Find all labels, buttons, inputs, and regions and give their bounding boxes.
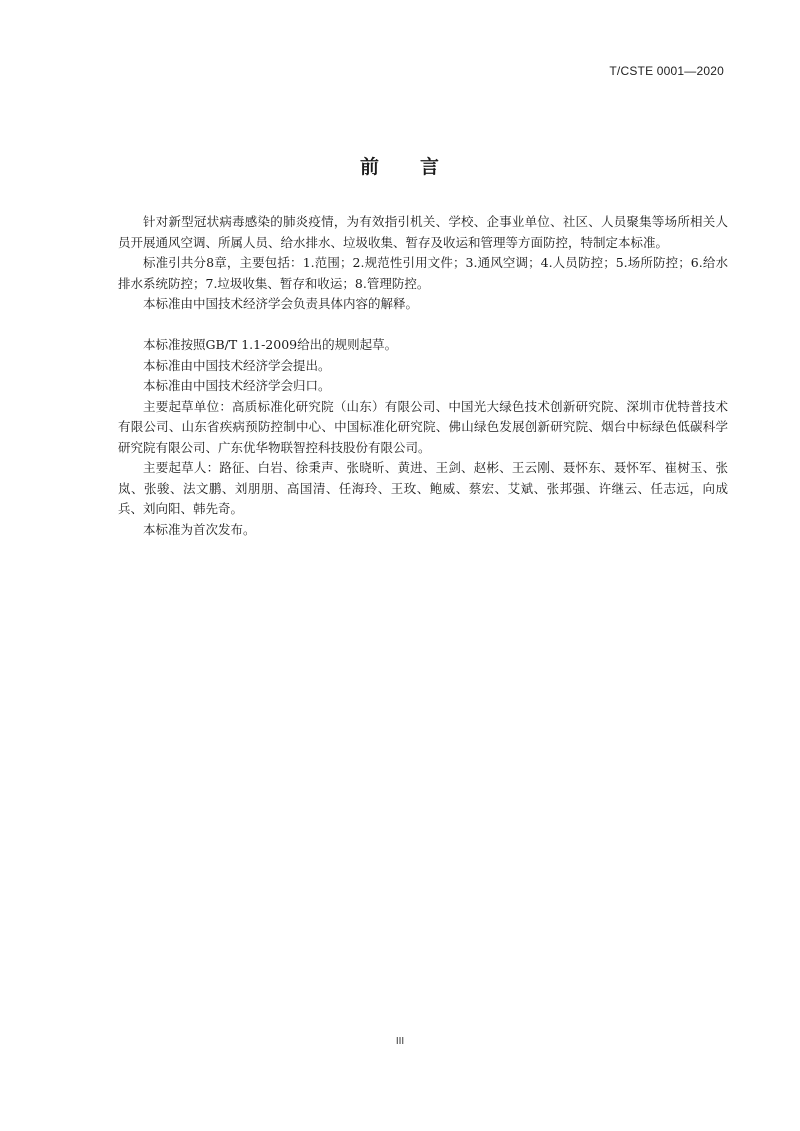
title-char-2: 言	[420, 156, 441, 178]
paragraph-interpretation: 本标准由中国技术经济学会负责具体内容的解释。	[143, 296, 419, 311]
paragraph-structure: 标准引共分8章，主要包括：1.范围；2.规范性引用文件；3.通风空调；4.人员防控；5.场所防控；6.给水排水系统防控；7.垃圾收集、暂存和收运；8.管理防控。	[118, 255, 728, 291]
document-identifier: T/CSTE 0001—2020	[609, 64, 724, 78]
paragraph-administrator: 本标准由中国技术经济学会归口。	[143, 378, 331, 393]
paragraph-drafters: 主要起草人：路征、白岩、徐秉声、张晓昕、黄进、王剑、赵彬、王云刚、聂怀东、聂怀军、崔树玉、张岚、张骏、法文鹏、刘朋朋、高国清、任海玲、王玫、鲍威、蔡宏、艾斌、张邦强、许继云、任志远，向成兵、刘向阳、韩先奇。	[118, 460, 728, 516]
foreword-body	[118, 212, 728, 540]
paragraph-purpose: 针对新型冠状病毒感染的肺炎疫情，为有效指引机关、学校、企事业单位、社区、人员聚集等场所相关人员开展通风空调、所属人员、给水排水、垃圾收集、暂存及收运和管理等方面防控，特制定本标准。	[118, 214, 728, 250]
paragraph-gap	[118, 315, 728, 336]
paragraph-proposer: 本标准由中国技术经济学会提出。	[143, 357, 331, 373]
page-title	[0, 152, 800, 179]
paragraph-drafting-units: 主要起草单位：高质标准化研究院（山东）有限公司、中国光大绿色技术创新研究院、深圳市优特普技术有限公司、山东省疾病预防控制中心、中国标准化研究院、佛山绿色发展创新研究院、烟台中标绿色低碳科学研究院有限公司、广东优华物联智控科技股份有限公司。	[118, 398, 728, 455]
title-char-1: 前	[359, 156, 380, 178]
paragraph-drafting-rules: 本标准按照GB/T 1.1-2009给出的规则起草。	[143, 337, 398, 352]
page-number: III	[395, 1036, 405, 1047]
paragraph-first-release: 本标准为首次发布。	[143, 521, 256, 537]
